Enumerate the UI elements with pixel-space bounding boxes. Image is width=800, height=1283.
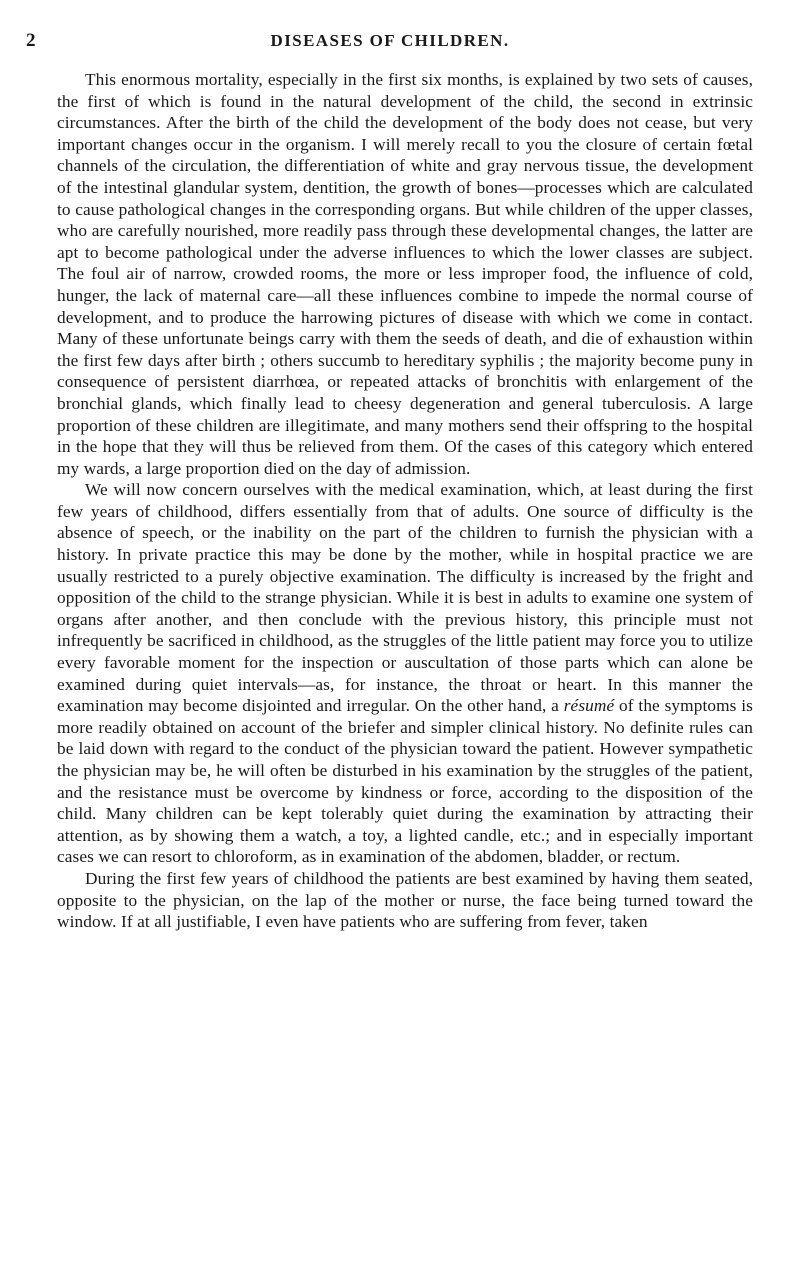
- paragraph-medical-examination: [57, 479, 753, 868]
- body-text: [57, 69, 753, 933]
- italic-term-resume: résumé: [563, 696, 615, 716]
- paragraph-text-segment: of the symptoms is more readily obtained on account of the briefer and simpler clinical history. No definite rules can be laid down with regard to the conduct of the physician toward the patient. However sympathetic the physician may be, he will often be disturbed in his examination by the struggles of the patient, and the resistance must be overcome by kindness or force, according to the disposition of the child. Many children can be kept tolerably quiet during the examination by attracting their attention, as by showing them a watch, a toy, a lighted candle, etc.; and in especially important cases we can resort to chloroform, as in examination of the abdomen, bladder, or rectum.: [57, 696, 753, 867]
- page-number: 2: [26, 30, 36, 51]
- running-title: DISEASES OF CHILDREN.: [270, 31, 510, 50]
- paragraph-seated-examination: During the first few years of childhood the patients are best examined by having them seated, opposite to the physician, on the lap of the mother or nurse, the face being turned toward the window. If at all justifiable, I even have patients who are suffering from fever, taken: [57, 868, 753, 932]
- paragraph-mortality: This enormous mortality, especially in the first six months, is explained by two sets of causes, the first of which is found in the natural development of the child, the second in extrinsic circumstances. After the birth of the child the development of the body does not cease, but very important changes occur in the organism. I will merely recall to you the closure of certain fœtal channels of the circulation, the differentiation of white and gray nervous tissue, the development of the intestinal glandular system, dentition, the growth of bones—processes which are calculated to cause pathological changes in the corresponding organs. But while children of the upper classes, who are carefully nourished, more readily pass through these developmental changes, the latter are apt to become pathological under the adverse influences to which the lower classes are subject. The foul air of narrow, crowded rooms, the more or less improper food, the influence of cold, hunger, the lack of maternal care—all these influences combine to impede the normal course of development, and to produce the harrowing pictures of disease with which we come in contact. Many of these unfortunate beings carry with them the seeds of death, and die of exhaustion within the first few days after birth ; others succumb to hereditary syphilis ; the majority become puny in consequence of persistent diarrhœa, or repeated attacks of bronchitis with enlargement of the bronchial glands, which finally lead to cheesy degeneration and general tuberculosis. A large proportion of these children are illegitimate, and many mothers send their offspring to the hospital in the hope that they will thus be relieved from them. Of the cases of this category which entered my wards, a large proportion died on the day of admission.: [57, 70, 753, 478]
- paragraph-text-segment: We will now concern ourselves with the medical examination, which, at least during the first few years of childhood, differs essentially from that of adults. One source of difficulty is the absence of speech, or the inability on the part of the children to furnish the physician with a history. In private practice this may be done by the mother, while in hospital practice we are usually restricted to a purely objective examination. The difficulty is increased by the fright and opposition of the child to the strange physician. While it is best in adults to examine one system of organs after another, and then conclude with the previous history, this principle must not infrequently be sacrificed in childhood, as the struggles of the little patient may force you to utilize every favorable moment for the inspection or auscultation of those parts which can alone be examined during quiet intervals—as, for instance, the throat or heart. In this manner the examination may become disjointed and irregular. On the other hand, a: [57, 480, 753, 716]
- page-header: [26, 30, 754, 54]
